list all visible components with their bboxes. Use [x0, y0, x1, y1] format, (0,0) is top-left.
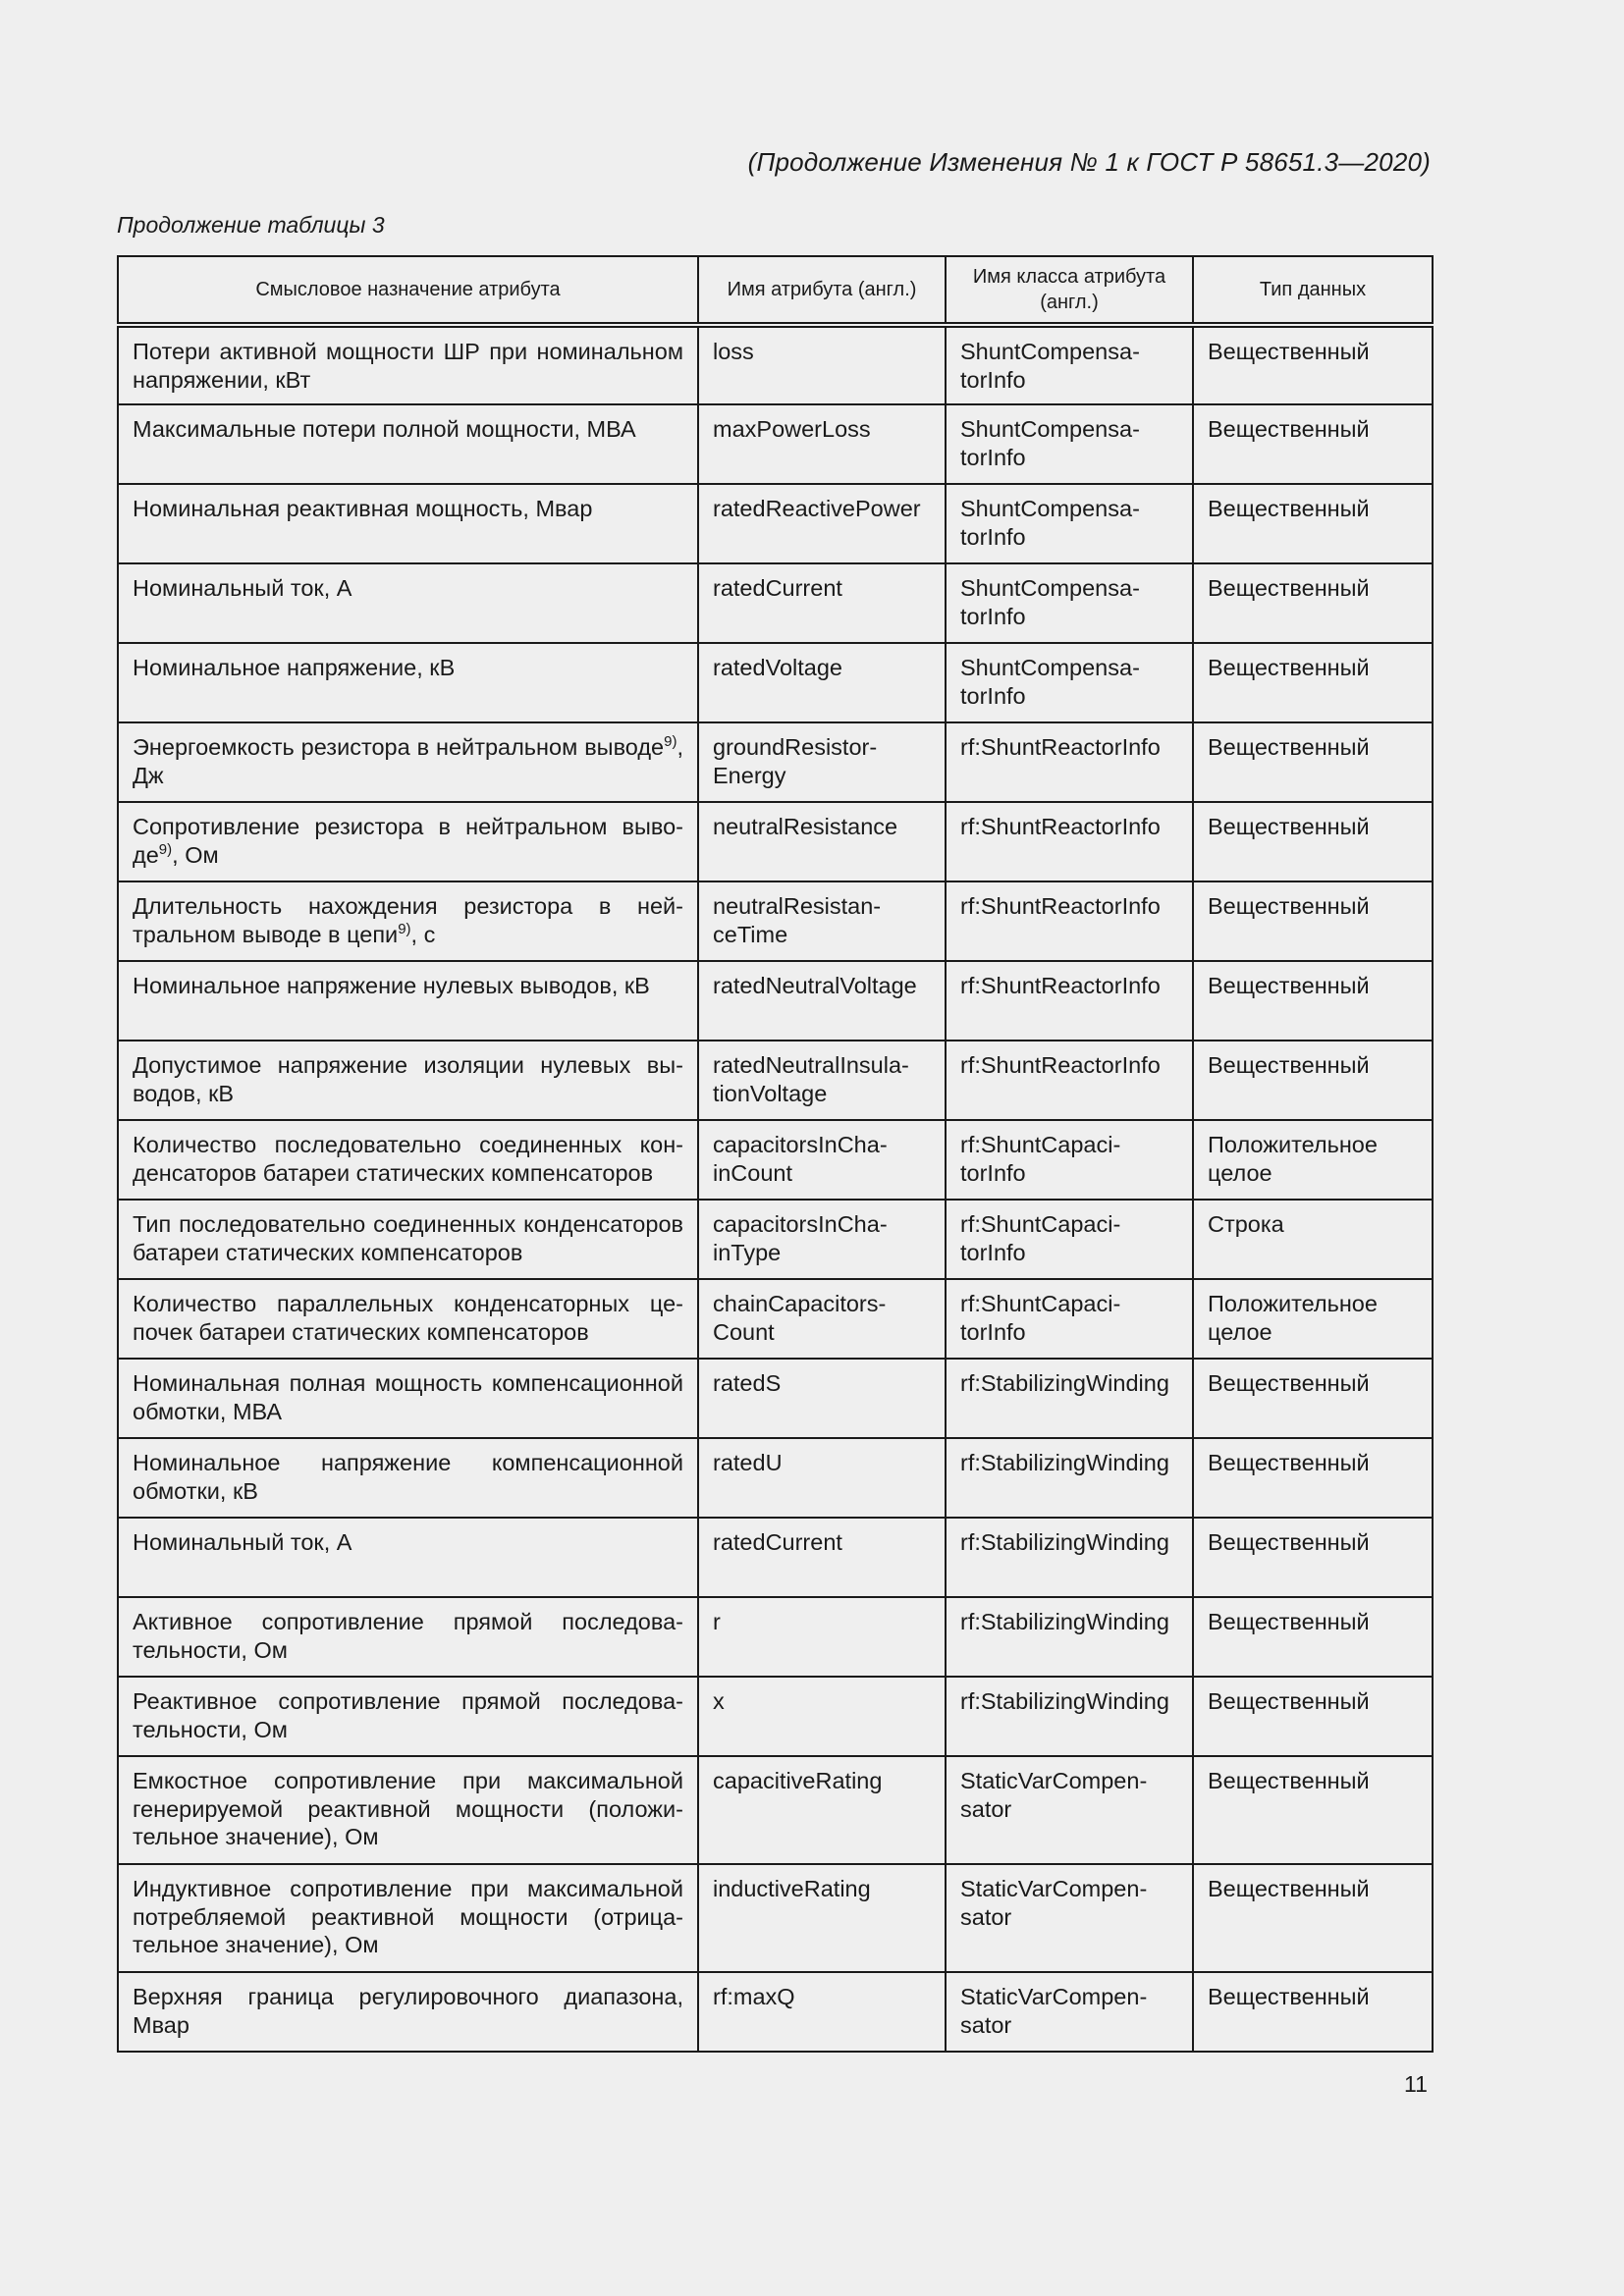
cell-attribute-purpose	[118, 643, 698, 722]
table-row	[118, 1864, 1433, 1972]
cell-data-type: Положительное целое	[1193, 1120, 1433, 1200]
cell-attribute-purpose	[118, 563, 698, 643]
cell-attribute-name: neutralResistanceTime	[698, 881, 946, 961]
table-row	[118, 1438, 1433, 1518]
cell-class-name: rf:ShuntReactorInfo	[946, 1041, 1193, 1120]
cell-data-type: Вещественный	[1193, 802, 1433, 881]
cell-attribute-purpose	[118, 881, 698, 961]
cell-class-name: rf:StabilizingWinding	[946, 1597, 1193, 1677]
cell-class-name: rf:ShuntReactorInfo	[946, 881, 1193, 961]
cell-attribute-name: capacitiveRating	[698, 1756, 946, 1864]
cell-data-type: Вещественный	[1193, 325, 1433, 404]
cell-data-type: Вещественный	[1193, 1864, 1433, 1972]
cell-attribute-purpose-text: Длительность нахождения резистора в нейтральном выводе в цепи	[133, 893, 683, 947]
table-row	[118, 802, 1433, 881]
cell-class-name: ShuntCompensatorInfo	[946, 563, 1193, 643]
cell-class-name: rf:ShuntReactorInfo	[946, 961, 1193, 1041]
attribute-table	[117, 255, 1434, 2053]
table-row	[118, 961, 1433, 1041]
cell-attribute-purpose	[118, 484, 698, 563]
cell-attribute-purpose-text: Индуктивное сопротивление при максимальной потребляемой реактивной мощности (отрицательное значение), Ом	[133, 1876, 683, 1957]
cell-class-name: StaticVarCompensator	[946, 1756, 1193, 1864]
cell-class-name: StaticVarCompensator	[946, 1972, 1193, 2052]
cell-data-type: Строка	[1193, 1200, 1433, 1279]
column-header-purpose: Смысловое назначение атрибута	[118, 256, 698, 325]
cell-attribute-name: ratedCurrent	[698, 563, 946, 643]
cell-attribute-purpose	[118, 1972, 698, 2052]
cell-data-type: Вещественный	[1193, 404, 1433, 484]
cell-class-name: ShuntCompensatorInfo	[946, 325, 1193, 404]
cell-attribute-purpose	[118, 1864, 698, 1972]
cell-attribute-name: ratedS	[698, 1359, 946, 1438]
cell-class-name: rf:ShuntCapacitorInfo	[946, 1120, 1193, 1200]
cell-data-type: Вещественный	[1193, 961, 1433, 1041]
cell-attribute-purpose	[118, 961, 698, 1041]
cell-attribute-purpose-text: Номинальное напряжение, кВ	[133, 655, 456, 680]
cell-attribute-name: loss	[698, 325, 946, 404]
cell-attribute-purpose-text: Количество последовательно соединенных конденсаторов батареи статических компенсаторов	[133, 1132, 683, 1186]
table-row	[118, 881, 1433, 961]
column-header-data-type: Тип данных	[1193, 256, 1433, 325]
cell-attribute-purpose	[118, 325, 698, 404]
cell-attribute-purpose	[118, 404, 698, 484]
cell-attribute-purpose-text: Потери активной мощности ШР при номинальном напряжении, кВт	[133, 339, 683, 393]
cell-attribute-purpose-text: Количество параллельных конденсаторных цепочек батареи статических компенсаторов	[133, 1291, 683, 1345]
cell-class-name: rf:ShuntReactorInfo	[946, 722, 1193, 802]
table-row	[118, 1518, 1433, 1597]
cell-data-type: Вещественный	[1193, 722, 1433, 802]
cell-data-type: Вещественный	[1193, 643, 1433, 722]
cell-class-name: rf:ShuntCapacitorInfo	[946, 1279, 1193, 1359]
cell-attribute-purpose-text: Сопротивление резистора в нейтральном выводе	[133, 814, 683, 868]
cell-data-type: Вещественный	[1193, 1518, 1433, 1597]
table-row	[118, 1972, 1433, 2052]
table-row	[118, 1677, 1433, 1756]
table-header-row	[118, 256, 1433, 325]
cell-attribute-purpose-unit: , Дж	[133, 734, 683, 788]
table-row	[118, 1597, 1433, 1677]
cell-data-type: Вещественный	[1193, 1438, 1433, 1518]
cell-attribute-name: inductiveRating	[698, 1864, 946, 1972]
footnote-reference: 9)	[398, 920, 411, 937]
cell-attribute-purpose-text: Допустимое напряжение изоляции нулевых выводов, кВ	[133, 1052, 683, 1106]
table-row	[118, 643, 1433, 722]
cell-attribute-purpose-text: Тип последовательно соединенных конденсаторов батареи статических компенсаторов	[133, 1211, 683, 1265]
column-header-attribute-name: Имя атрибута (англ.)	[698, 256, 946, 325]
cell-attribute-purpose	[118, 1597, 698, 1677]
cell-class-name: rf:StabilizingWinding	[946, 1518, 1193, 1597]
cell-attribute-name: rf:maxQ	[698, 1972, 946, 2052]
cell-class-name: ShuntCompensatorInfo	[946, 404, 1193, 484]
cell-data-type: Вещественный	[1193, 1677, 1433, 1756]
cell-attribute-name: ratedVoltage	[698, 643, 946, 722]
cell-attribute-purpose-text: Номинальная полная мощность компенсационной обмотки, МВА	[133, 1370, 683, 1424]
cell-attribute-purpose-text: Емкостное сопротивление при максимальной генерируемой реактивной мощности (положительное значение), Ом	[133, 1768, 683, 1849]
table-row	[118, 1279, 1433, 1359]
table-row	[118, 722, 1433, 802]
cell-data-type: Вещественный	[1193, 1041, 1433, 1120]
cell-attribute-name: ratedCurrent	[698, 1518, 946, 1597]
table-body	[118, 325, 1433, 2052]
cell-data-type: Вещественный	[1193, 881, 1433, 961]
cell-attribute-purpose	[118, 1120, 698, 1200]
cell-attribute-purpose	[118, 1438, 698, 1518]
cell-attribute-purpose-text: Номинальный ток, А	[133, 1529, 352, 1555]
table-row	[118, 404, 1433, 484]
cell-attribute-purpose-text: Номинальная реактивная мощность, Мвар	[133, 496, 593, 521]
cell-data-type: Вещественный	[1193, 1972, 1433, 2052]
cell-class-name: ShuntCompensatorInfo	[946, 643, 1193, 722]
cell-attribute-purpose-text: Номинальное напряжение нулевых выводов, кВ	[133, 973, 650, 998]
cell-attribute-purpose	[118, 1518, 698, 1597]
cell-class-name: rf:ShuntCapacitorInfo	[946, 1200, 1193, 1279]
footnote-reference: 9)	[664, 733, 677, 751]
cell-attribute-name: ratedU	[698, 1438, 946, 1518]
cell-attribute-name: capacitorsInChainCount	[698, 1120, 946, 1200]
table-row	[118, 325, 1433, 404]
cell-attribute-name: ratedReactivePower	[698, 484, 946, 563]
cell-attribute-purpose	[118, 802, 698, 881]
cell-attribute-purpose-text: Номинальный ток, А	[133, 575, 352, 601]
table-row	[118, 1200, 1433, 1279]
cell-attribute-name: r	[698, 1597, 946, 1677]
page-number: 11	[1404, 2071, 1428, 2097]
cell-attribute-purpose	[118, 1677, 698, 1756]
cell-attribute-purpose-text: Номинальное напряжение компенсационной обмотки, кВ	[133, 1450, 683, 1504]
cell-attribute-name: chainCapacitorsCount	[698, 1279, 946, 1359]
cell-class-name: rf:StabilizingWinding	[946, 1677, 1193, 1756]
table-row	[118, 563, 1433, 643]
table-row	[118, 1120, 1433, 1200]
cell-attribute-purpose-text: Реактивное сопротивление прямой последовательности, Ом	[133, 1688, 683, 1742]
cell-attribute-purpose-unit: , Ом	[172, 841, 219, 868]
cell-data-type: Вещественный	[1193, 563, 1433, 643]
table-caption: Продолжение таблицы 3	[117, 212, 385, 238]
table-row	[118, 1041, 1433, 1120]
cell-attribute-name: ratedNeutralVoltage	[698, 961, 946, 1041]
cell-attribute-purpose	[118, 722, 698, 802]
cell-attribute-purpose-unit: , с	[410, 921, 436, 947]
cell-class-name: rf:StabilizingWinding	[946, 1359, 1193, 1438]
document-continuation-note: (Продолжение Изменения № 1 к ГОСТ Р 58651.3—2020)	[747, 147, 1431, 177]
table-row	[118, 484, 1433, 563]
cell-attribute-name: groundResistorEnergy	[698, 722, 946, 802]
column-header-class-name: Имя класса атрибута (англ.)	[946, 256, 1193, 325]
cell-data-type: Вещественный	[1193, 1359, 1433, 1438]
cell-attribute-name: ratedNeutralInsulationVoltage	[698, 1041, 946, 1120]
table-row	[118, 1756, 1433, 1864]
cell-attribute-purpose	[118, 1041, 698, 1120]
cell-data-type: Вещественный	[1193, 484, 1433, 563]
cell-attribute-purpose	[118, 1279, 698, 1359]
cell-class-name: StaticVarCompensator	[946, 1864, 1193, 1972]
cell-class-name: rf:StabilizingWinding	[946, 1438, 1193, 1518]
footnote-reference: 9)	[158, 840, 173, 858]
cell-class-name: ShuntCompensatorInfo	[946, 484, 1193, 563]
cell-attribute-purpose-text: Максимальные потери полной мощности, МВА	[133, 416, 636, 442]
cell-attribute-purpose-text: Активное сопротивление прямой последовательности, Ом	[133, 1609, 683, 1663]
table-row	[118, 1359, 1433, 1438]
cell-class-name: rf:ShuntReactorInfo	[946, 802, 1193, 881]
cell-data-type: Вещественный	[1193, 1597, 1433, 1677]
cell-attribute-purpose	[118, 1756, 698, 1864]
cell-attribute-name: neutralResistance	[698, 802, 946, 881]
cell-attribute-name: capacitorsInChainType	[698, 1200, 946, 1279]
cell-attribute-name: x	[698, 1677, 946, 1756]
cell-attribute-name: maxPowerLoss	[698, 404, 946, 484]
cell-data-type: Положительное целое	[1193, 1279, 1433, 1359]
cell-attribute-purpose	[118, 1200, 698, 1279]
cell-data-type: Вещественный	[1193, 1756, 1433, 1864]
cell-attribute-purpose	[118, 1359, 698, 1438]
cell-attribute-purpose-text: Энергоемкость резистора в нейтральном выводе	[133, 734, 665, 760]
cell-attribute-purpose-text: Верхняя граница регулировочного диапазона, Мвар	[133, 1984, 683, 2038]
